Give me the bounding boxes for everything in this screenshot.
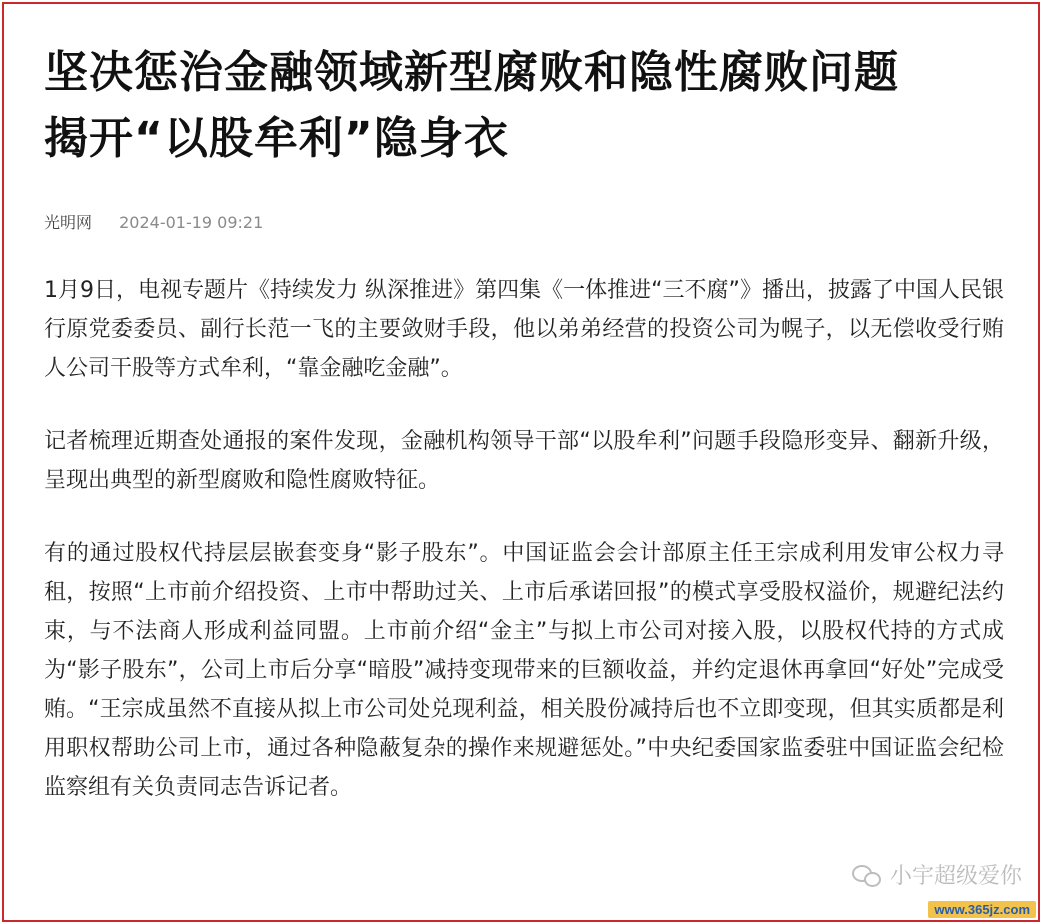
- watermark-text: 小宇超级爱你: [889, 864, 1022, 889]
- article-meta: [44, 210, 1004, 233]
- article: [44, 40, 1004, 841]
- title-line-2: 揭开“以股牟利”隐身衣: [44, 113, 509, 164]
- title-line-1: 坚决惩治金融领域新型腐败和隐性腐败问题: [44, 47, 899, 98]
- wechat-icon: [852, 863, 882, 887]
- watermark: [852, 859, 1022, 890]
- paragraph-2: 记者梳理近期查处通报的案件发现，金融机构领导干部“以股牟利”问题手段隐形变异、翻新升级，呈现出典型的新型腐败和隐性腐败特征。: [44, 429, 1004, 493]
- source-link[interactable]: 光明网: [44, 213, 93, 232]
- paragraph-1: 1月9日，电视专题片《持续发力 纵深推进》第四集《一体推进“三不腐”》播出，披露了中国人民银行原党委委员、副行长范一飞的主要敛财手段，他以弟弟经营的投资公司为幌子，以无偿收受行贿人公司干股等方式牟利，“靠金融吃金融”。: [44, 278, 1004, 381]
- article-title: [44, 40, 1004, 172]
- site-badge: www.365jz.com: [928, 901, 1036, 918]
- publish-time: 2024-01-19 09:21: [119, 213, 264, 232]
- paragraph-3: 有的通过股权代持层层嵌套变身“影子股东”。中国证监会会计部原主任王宗成利用发审公权力寻租，按照“上市前介绍投资、上市中帮助过关、上市后承诺回报”的模式享受股权溢价，规避纪法约束，与不法商人形成利益同盟。上市前介绍“金主”与拟上市公司对接入股，以股权代持的方式成为“影子股东”，公司上市后分享“暗股”减持变现带来的巨额收益，并约定退休再拿回“好处”完成受贿。“王宗成虽然不直接从拟上市公司处兑现利益，相关股份减持后也不立即变现，但其实质都是利用职权帮助公司上市，通过各种隐蔽复杂的操作来规避惩处。”中央纪委国家监委驻中国证监会纪检监察组有关负责同志告诉记者。: [44, 541, 1004, 800]
- article-body: [44, 271, 1004, 807]
